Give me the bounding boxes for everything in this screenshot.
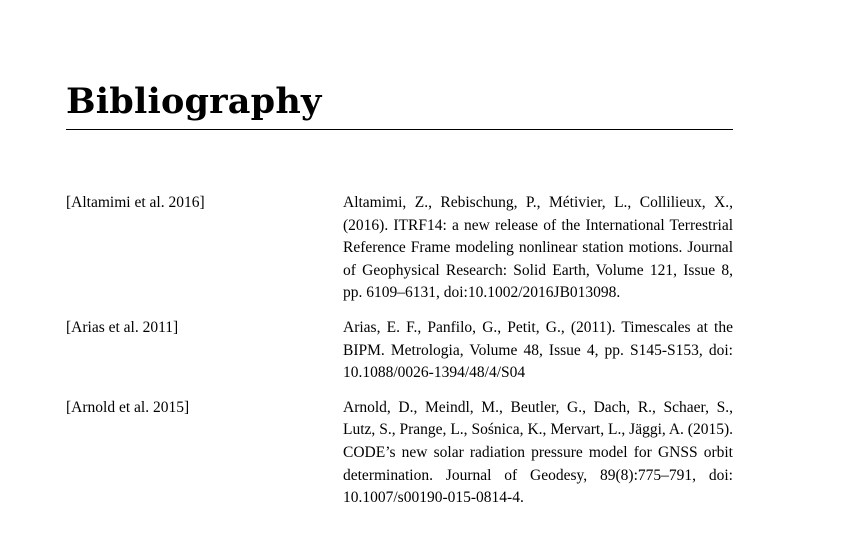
citation-text: Arnold, D., Meindl, M., Beutler, G., Dach, R., Schaer, S., Lutz, S., Prange, L., Sośnica, K., Mervart, L., Jäggi, A. (2015). CODE’s new solar radiation pressure model for GNSS orbit determination. Journal of Geodesy, 89(8):775–791, doi: 10.1007/s00190-015-0814-4.	[343, 398, 733, 507]
chapter-title: Bibliography	[66, 81, 322, 122]
bibliography-entry	[66, 192, 733, 305]
citation-text: Arias, E. F., Panfilo, G., Petit, G., (2011). Timescales at the BIPM. Metrologia, Volume 48, Issue 4, pp. S145-S153, doi: 10.1088/0026-1394/48/4/S04	[343, 318, 733, 382]
bibliography-entry	[66, 397, 733, 510]
title-rule	[66, 129, 733, 130]
citation-key: [Altamimi et al. 2016]	[66, 194, 205, 211]
bibliography-entry	[66, 317, 733, 385]
citation-key: [Arnold et al. 2015]	[66, 398, 190, 416]
citation-key: [Arias et al. 2011]	[66, 318, 179, 336]
bibliography-list	[66, 192, 733, 510]
citation-text: Altamimi, Z., Rebischung, P., Métivier, L., Collilieux, X., (2016). ITRF14: a new release of the International Terrestrial Reference Frame modeling nonlinear station motions. Journal of Geophysical Research: Solid Earth, Volume 121, Issue 8, pp. 6109–6131, doi:10.1002/2016JB013098.	[343, 194, 733, 302]
